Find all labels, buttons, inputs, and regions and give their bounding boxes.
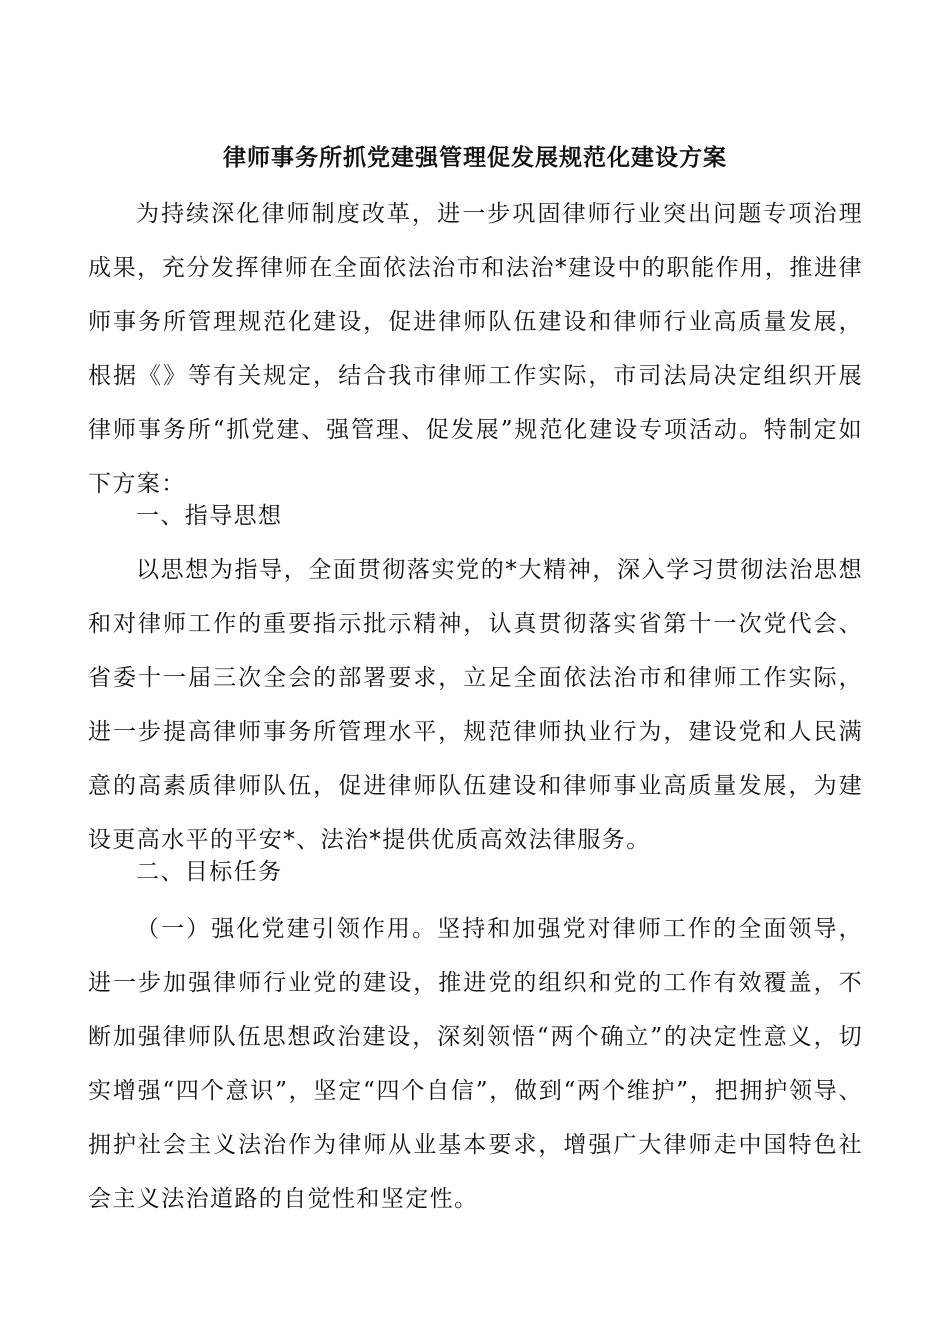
party-building-paragraph: （一）强化党建引领作用。坚持和加强党对律师工作的全面领导，进一步加强律师行业党的建设，推进党的组织和党的工作有效覆盖，不断加强律师队伍思想政治建设，深刻领悟“两个确立”的决定性意义，切实增强“四个意识”，坚定“四个自信”，做到“两个维护”，把拥护领导、拥护社会主义法治作为律师从业基本要求，增强广大律师走中国特色社会主义法治道路的自觉性和坚定性。 [88,916,863,1212]
guiding-ideology-paragraph: 以思想为指导，全面贯彻落实党的*大精神，深入学习贯彻法治思想和对律师工作的重要指示批示精神，认真贯彻落实省第十一次党代会、省委十一届三次全会的部署要求，立足全面依法治市和律师工作实际，进一步提高律师事务所管理水平，规范律师执业行为，建设党和人民满意的高素质律师队伍，促进律师队伍建设和律师事业高质量发展，为建设更高水平的平安*、法治*提供优质高效法律服务。 [88,557,863,853]
section-heading-guiding-ideology: 一、指导思想 [136,503,283,529]
intro-paragraph: 为持续深化律师制度改革，进一步巩固律师行业突出问题专项治理成果，充分发挥律师在全面依法治市和法治*建设中的职能作用，推进律师事务所管理规范化建设，促进律师队伍建设和律师行业高质量发展，根据《》等有关规定，结合我市律师工作实际，市司法局决定组织开展律师事务所“抓党建、强管理、促发展”规范化建设专项活动。特制定如下方案： [88,201,863,497]
document-title: 律师事务所抓党建强管理促发展规范化建设方案 [223,144,727,171]
section-heading-goals-tasks: 二、目标任务 [136,859,283,885]
